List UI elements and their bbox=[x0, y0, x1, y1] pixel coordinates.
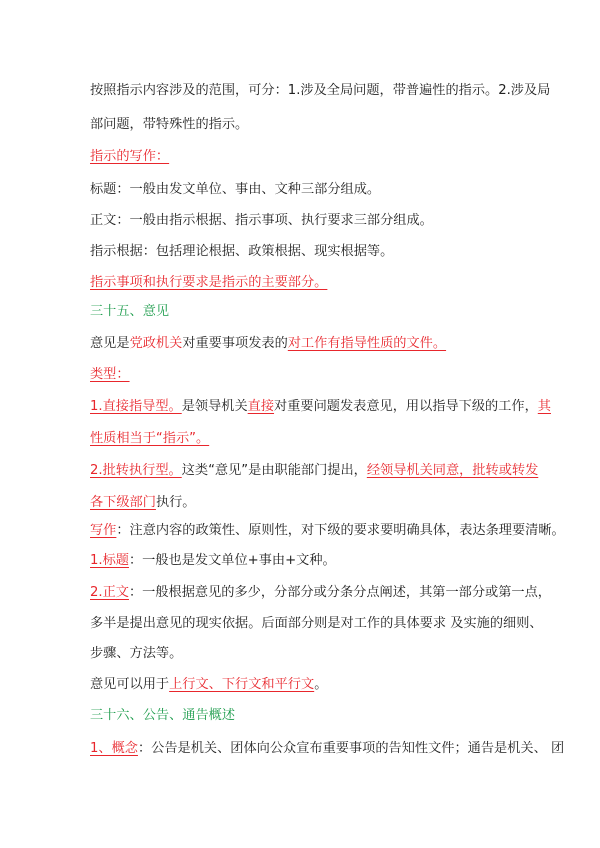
highlight-span: 其 bbox=[537, 399, 551, 414]
section-subheading: 指示的写作： bbox=[90, 149, 170, 164]
highlight-span: 党政机关 bbox=[129, 336, 183, 351]
highlight-line: 性质相当于“指示”。 bbox=[90, 431, 210, 446]
highlight-line: 指示事项和执行要求是指示的主要部分。 bbox=[90, 275, 328, 290]
paragraph-line bbox=[90, 522, 565, 540]
text-span: 意见可以用于 bbox=[90, 677, 170, 692]
text-span: 执行。 bbox=[155, 495, 196, 510]
text-span: ：一般也是发文单位+事由+文种。 bbox=[128, 553, 336, 568]
highlight-span: 1.标题 bbox=[90, 553, 129, 568]
paragraph-line bbox=[90, 462, 539, 480]
highlight-span: 直接 bbox=[247, 399, 275, 414]
highlight-span: 经领导机关同意，批转或转发 bbox=[366, 463, 539, 478]
highlight-span: 写作 bbox=[90, 523, 117, 538]
text-span: ：公告是机关、团体向公众宣布重要事项的告知性文件；通告是机关、 团 bbox=[137, 741, 565, 756]
text-span: 对重要问题发表意见，用以指导下级的工作， bbox=[274, 399, 538, 414]
paragraph-line bbox=[90, 494, 520, 512]
paragraph-line bbox=[90, 398, 551, 416]
paragraph-line bbox=[90, 676, 520, 694]
paragraph-line bbox=[90, 552, 520, 570]
paragraph-line bbox=[90, 584, 551, 602]
highlight-span: 1.直接指导型。 bbox=[90, 399, 182, 414]
highlight-span: 对工作有指导性质的文件。 bbox=[287, 336, 447, 351]
paragraph-line: 标题：一般由发文单位、事由、文种三部分组成。 bbox=[90, 182, 381, 197]
text-span: 对重要事项发表的 bbox=[182, 336, 288, 351]
paragraph-line bbox=[90, 740, 565, 758]
text-span: 意见是 bbox=[90, 336, 130, 351]
highlight-span: 上行文、下行文和平行文 bbox=[169, 677, 315, 692]
paragraph-line: 指示根据：包括理论根据、政策根据、现实根据等。 bbox=[90, 244, 394, 259]
text-span: ：注意内容的政策性、原则性，对下级的要求要明确具体，表达条理要清晰。 bbox=[116, 523, 565, 538]
highlight-span: 1、概念 bbox=[90, 741, 138, 756]
highlight-span: 各下级部门 bbox=[90, 495, 156, 510]
section-heading: 三十六、公告、通告概述 bbox=[90, 708, 236, 723]
paragraph-line: 正文：一般由指示根据、指示事项、执行要求三部分组成。 bbox=[90, 213, 433, 228]
section-heading: 三十五、意见 bbox=[90, 304, 170, 319]
paragraph-line: 部问题，带特殊性的指示。 bbox=[90, 117, 249, 132]
paragraph-line bbox=[90, 335, 520, 353]
paragraph-line: 多半是提出意见的现实依据。后面部分则是对工作的具体要求 及实施的细则、 bbox=[90, 616, 543, 631]
text-span: ：一般根据意见的多少，分部分或分条分点阐述，其第一部分或第一点， bbox=[128, 585, 551, 600]
paragraph-line: 按照指示内容涉及的范围，可分：1.涉及全局问题，带普遍性的指示。2.涉及局 bbox=[90, 83, 551, 98]
paragraph-line: 步骤、方法等。 bbox=[90, 646, 183, 661]
section-subheading: 类型： bbox=[90, 367, 130, 382]
text-span: 是领导机关 bbox=[181, 399, 248, 414]
text-span: 。 bbox=[314, 677, 328, 692]
highlight-span: 2.正文 bbox=[90, 585, 129, 600]
highlight-span: 2.批转执行型。 bbox=[90, 463, 182, 478]
text-span: 这类“意见”是由职能部门提出， bbox=[181, 463, 367, 478]
